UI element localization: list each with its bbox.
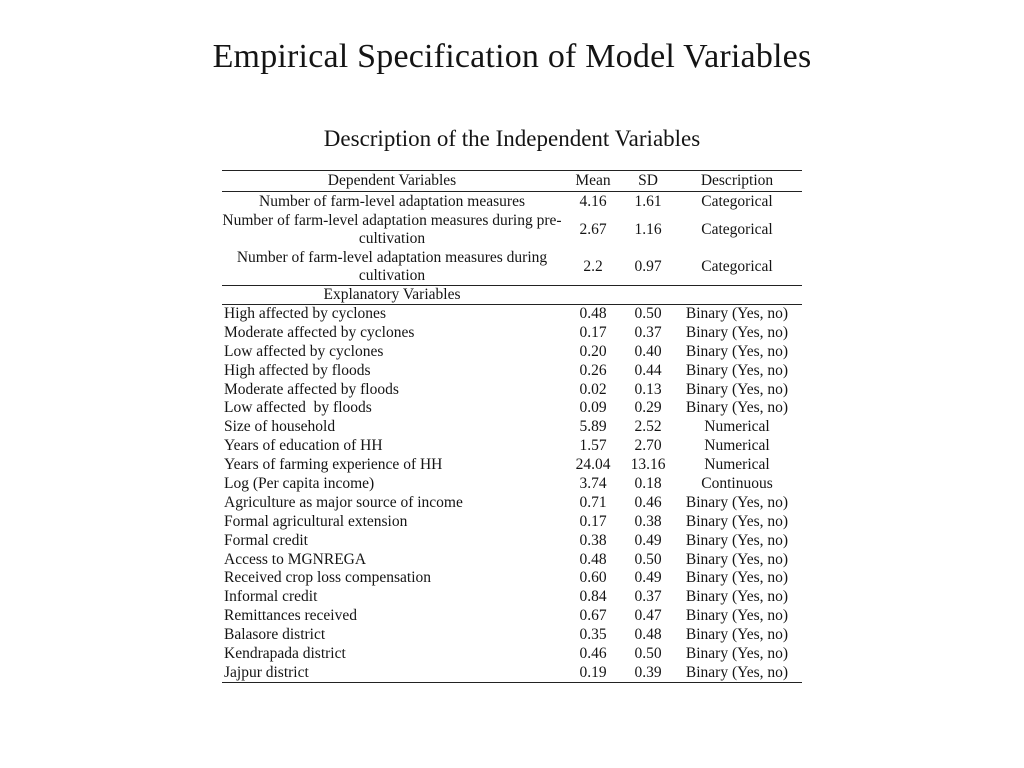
mean-value: 2.67 <box>579 221 607 238</box>
variables-table <box>222 170 802 683</box>
table-row <box>222 212 802 249</box>
mean-value: 0.60 <box>579 569 607 587</box>
variable-name: Formal credit <box>224 531 308 549</box>
table-row <box>222 399 802 418</box>
mean-value: 0.17 <box>579 512 607 530</box>
mean-value: 4.16 <box>579 192 607 210</box>
table-row <box>222 249 802 286</box>
sd-value: 0.47 <box>634 607 662 625</box>
sd-value: 0.50 <box>634 305 662 323</box>
description-value: Numerical <box>704 437 770 455</box>
table-row <box>222 342 802 361</box>
variable-name: Log (Per capita income) <box>224 474 375 492</box>
mean-value: 5.89 <box>579 418 607 436</box>
table-row <box>222 569 802 588</box>
variable-name: Years of farming experience of HH <box>224 456 443 474</box>
description-value: Binary (Yes, no) <box>685 531 789 549</box>
table-row <box>222 323 802 342</box>
sd-value: 0.97 <box>624 249 672 286</box>
mean-value: 24.04 <box>575 456 611 474</box>
page-title: Empirical Specification of Model Variables <box>212 38 812 75</box>
table-row <box>222 493 802 512</box>
table-row <box>222 456 802 475</box>
description-value: Binary (Yes, no) <box>685 399 789 417</box>
sd-value: 0.38 <box>634 512 662 530</box>
variable-name: Balasore district <box>224 626 326 644</box>
description-value: Binary (Yes, no) <box>685 512 789 530</box>
description-value: Binary (Yes, no) <box>685 361 789 379</box>
table-row <box>222 607 802 626</box>
table-row <box>222 418 802 437</box>
variable-name: Size of household <box>224 418 336 436</box>
variable-name: Number of farm-level adaptation measures during cultivation <box>222 249 562 286</box>
variable-name: Informal credit <box>224 588 318 606</box>
table-row <box>222 305 802 324</box>
sd-value: 1.61 <box>634 192 662 210</box>
column-header-mean: Mean <box>562 171 624 192</box>
table-row <box>222 512 802 531</box>
variable-name: High affected by floods <box>224 361 371 379</box>
description-value: Binary (Yes, no) <box>685 305 789 323</box>
mean-value: 0.67 <box>579 607 607 625</box>
description-value: Continuous <box>701 474 773 492</box>
variable-name: Moderate affected by cyclones <box>224 323 415 341</box>
description-value: Binary (Yes, no) <box>685 550 789 568</box>
description-value: Binary (Yes, no) <box>685 607 789 625</box>
column-header-description: Description <box>672 171 802 192</box>
mean-value: 0.84 <box>579 588 607 606</box>
sd-value: 0.18 <box>634 474 662 492</box>
empty-cell <box>624 286 672 305</box>
description-value: Binary (Yes, no) <box>685 323 789 341</box>
description-value: Categorical <box>672 249 802 286</box>
table-row <box>222 588 802 607</box>
variable-name: Moderate affected by floods <box>224 380 399 398</box>
empty-cell <box>672 286 802 305</box>
variable-name: Number of farm-level adaptation measures <box>259 192 525 210</box>
sd-value: 0.37 <box>634 323 662 341</box>
sd-value: 0.50 <box>634 644 662 662</box>
mean-value: 0.17 <box>579 323 607 341</box>
table-row <box>222 626 802 645</box>
sd-value: 0.44 <box>634 361 662 379</box>
description-value: Binary (Yes, no) <box>685 342 789 360</box>
table-row <box>222 361 802 380</box>
mean-value: 0.48 <box>579 305 607 323</box>
description-value: Binary (Yes, no) <box>685 644 789 662</box>
sd-value: 0.37 <box>634 588 662 606</box>
mean-value: 2.2 <box>562 249 624 286</box>
mean-value: 0.38 <box>579 531 607 549</box>
mean-value: 0.71 <box>579 493 607 511</box>
sd-value: 1.16 <box>634 221 662 238</box>
table-row <box>222 645 802 664</box>
description-value: Binary (Yes, no) <box>672 663 802 682</box>
section-header-row <box>222 286 802 305</box>
mean-value: 0.35 <box>579 626 607 644</box>
variable-name: Low affected by floods <box>224 399 372 417</box>
variable-name: Agriculture as major source of income <box>224 493 463 511</box>
table-header-row <box>222 171 802 192</box>
table-row <box>222 550 802 569</box>
description-value: Binary (Yes, no) <box>685 380 789 398</box>
variable-name: Formal agricultural extension <box>224 512 408 530</box>
sd-value: 0.50 <box>634 550 662 568</box>
description-value: Binary (Yes, no) <box>685 588 789 606</box>
mean-value: 0.19 <box>562 663 624 682</box>
column-header-dependent-variables: Dependent Variables <box>222 171 562 192</box>
table-row <box>222 475 802 494</box>
sd-value: 2.52 <box>634 418 662 436</box>
description-value: Categorical <box>701 221 773 238</box>
mean-value: 0.26 <box>579 361 607 379</box>
description-value: Binary (Yes, no) <box>685 626 789 644</box>
table-title: Description of the Independent Variables <box>323 126 701 151</box>
table-row <box>222 663 802 682</box>
sd-value: 13.16 <box>630 456 666 474</box>
table-row <box>222 192 802 212</box>
description-value: Numerical <box>704 456 770 474</box>
mean-value: 0.48 <box>579 550 607 568</box>
sd-value: 0.48 <box>634 626 662 644</box>
table-row <box>222 380 802 399</box>
variable-name: High affected by cyclones <box>224 305 386 323</box>
sd-value: 0.49 <box>634 531 662 549</box>
variable-name: Kendrapada district <box>224 644 346 662</box>
table-row <box>222 437 802 456</box>
sd-value: 0.29 <box>634 399 662 417</box>
description-value: Categorical <box>701 192 773 210</box>
description-value: Binary (Yes, no) <box>685 493 789 511</box>
variable-name: Remittances received <box>224 607 357 625</box>
variable-name: Number of farm-level adaptation measures during pre-cultivation <box>222 212 562 247</box>
mean-value: 3.74 <box>579 474 607 492</box>
description-value: Binary (Yes, no) <box>685 569 789 587</box>
description-value: Numerical <box>704 418 770 436</box>
sd-value: 0.49 <box>634 569 662 587</box>
variable-name: Jajpur district <box>222 663 562 682</box>
variable-name: Low affected by cyclones <box>224 342 384 360</box>
table-row <box>222 531 802 550</box>
variable-name: Years of education of HH <box>224 437 383 455</box>
sd-value: 0.39 <box>624 663 672 682</box>
mean-value: 0.09 <box>579 399 607 417</box>
mean-value: 1.57 <box>579 437 607 455</box>
sd-value: 0.46 <box>634 493 662 511</box>
sd-value: 0.13 <box>634 380 662 398</box>
mean-value: 0.46 <box>579 644 607 662</box>
sd-value: 2.70 <box>634 437 662 455</box>
variable-name: Access to MGNREGA <box>224 550 367 568</box>
section-header-label: Explanatory Variables <box>222 286 562 305</box>
sd-value: 0.40 <box>634 342 662 360</box>
column-header-sd: SD <box>624 171 672 192</box>
mean-value: 0.02 <box>579 380 607 398</box>
mean-value: 0.20 <box>579 342 607 360</box>
empty-cell <box>562 286 624 305</box>
variable-name: Received crop loss compensation <box>224 569 432 587</box>
